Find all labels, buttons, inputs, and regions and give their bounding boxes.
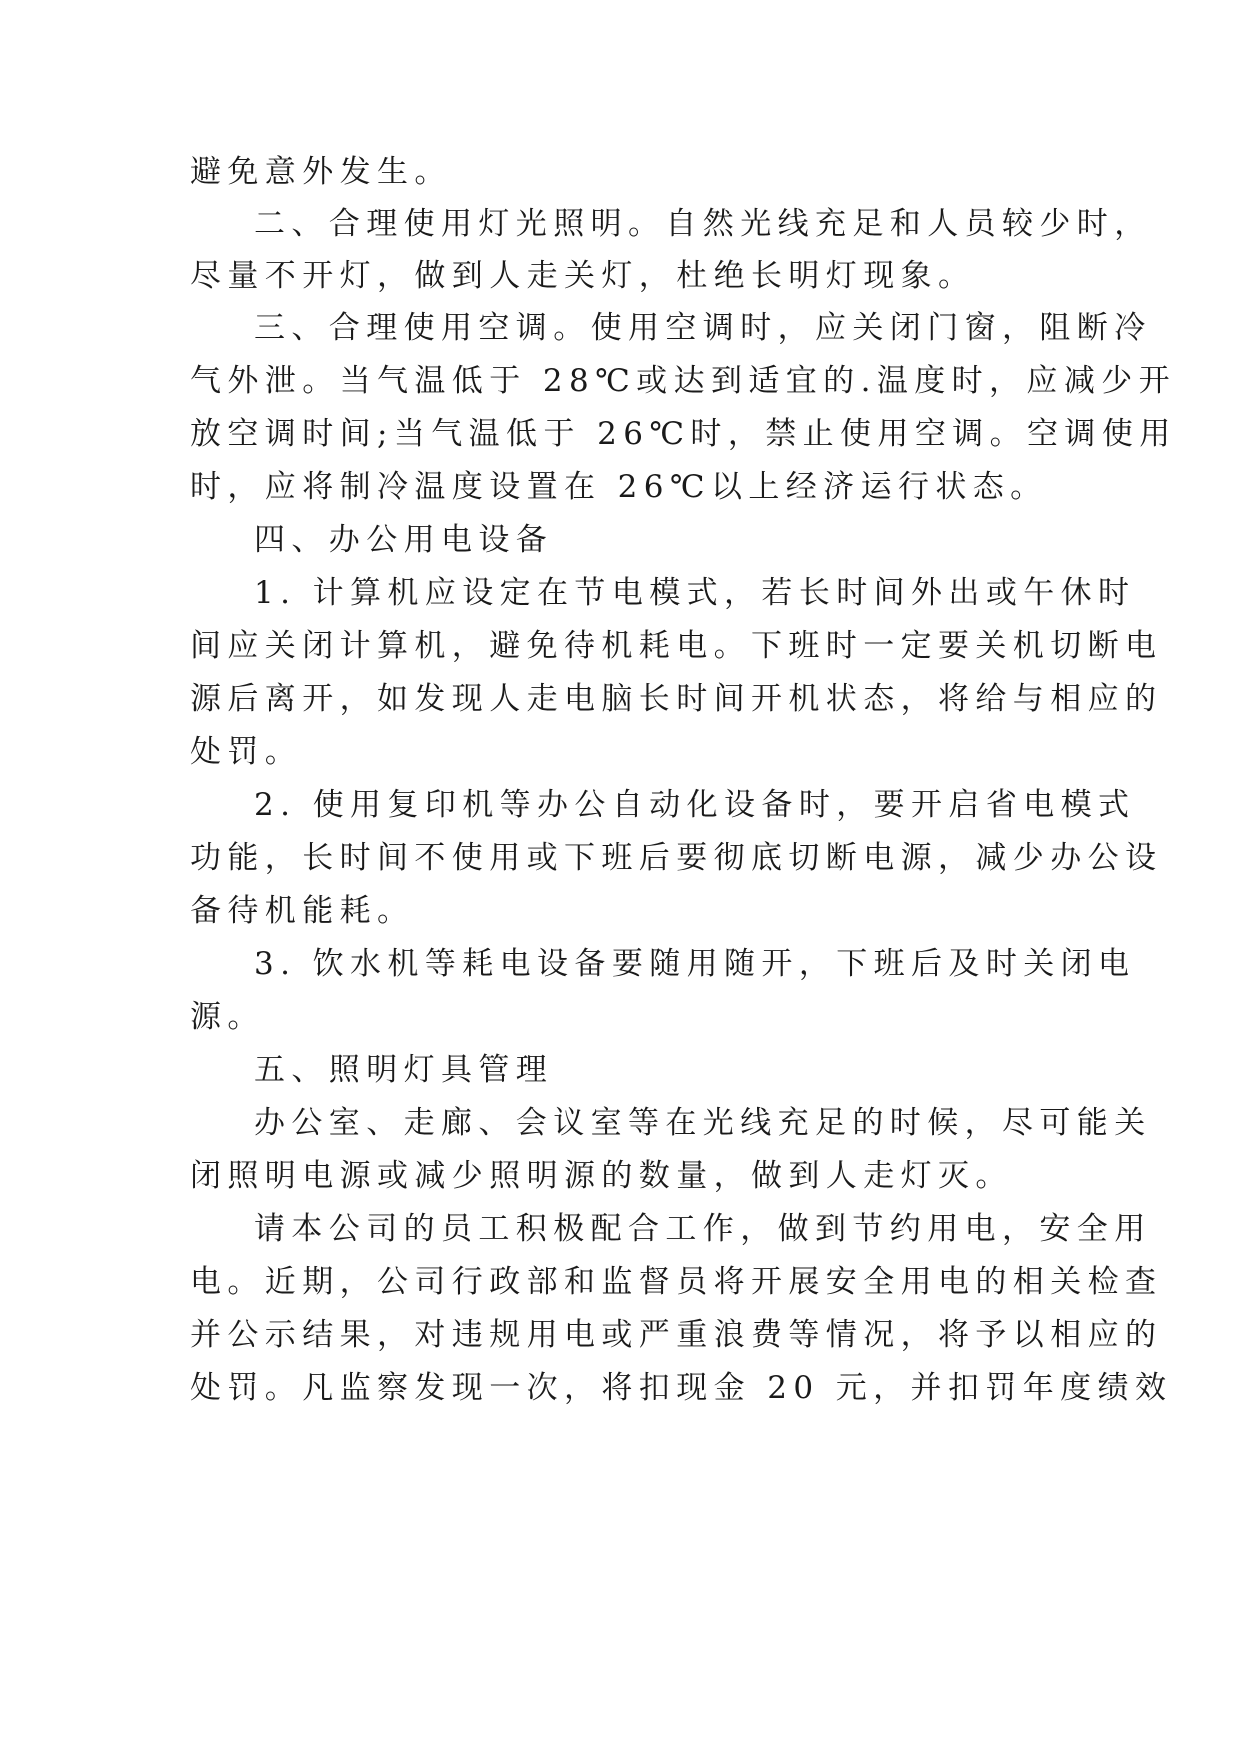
text-line: 放空调时间;当气温低于 26℃时，禁止使用空调。空调使用 xyxy=(190,416,1177,452)
text-line: 尽量不开灯，做到人走关灯，杜绝长明灯现象。 xyxy=(190,258,976,294)
text-line: 处罚。 xyxy=(190,734,303,770)
text-line: 2. 使用复印机等办公自动化设备时，要开启省电模式 xyxy=(254,787,1136,823)
text-line: 处罚。凡监察发现一次，将扣现金 20 元，并扣罚年度绩效 xyxy=(190,1370,1173,1406)
text-line: 四、办公用电设备 xyxy=(254,522,554,558)
text-line: 并公示结果，对违规用电或严重浪费等情况，将予以相应的 xyxy=(190,1317,1163,1353)
text-line: 1. 计算机应设定在节电模式，若长时间外出或午休时 xyxy=(254,575,1136,611)
text-line: 源后离开，如发现人走电脑长时间开机状态，将给与相应的 xyxy=(190,681,1163,717)
text-line: 时，应将制冷温度设置在 26℃以上经济运行状态。 xyxy=(190,469,1048,505)
text-line: 电。近期，公司行政部和监督员将开展安全用电的相关检查 xyxy=(190,1264,1163,1300)
text-line: 办公室、走廊、会议室等在光线充足的时候，尽可能关 xyxy=(254,1105,1152,1141)
text-line: 间应关闭计算机，避免待机耗电。下班时一定要关机切断电 xyxy=(190,628,1163,664)
text-line: 源。 xyxy=(190,999,265,1035)
text-line: 三、合理使用空调。使用空调时，应关闭门窗，阻断冷 xyxy=(254,310,1152,346)
text-line: 避免意外发生。 xyxy=(190,154,452,190)
text-line: 二、合理使用灯光照明。自然光线充足和人员较少时， xyxy=(254,206,1152,242)
text-line: 3. 饮水机等耗电设备要随用随开，下班后及时关闭电 xyxy=(254,946,1136,982)
text-line: 闭照明电源或减少照明源的数量，做到人走灯灭。 xyxy=(190,1158,1013,1194)
text-line: 五、照明灯具管理 xyxy=(254,1052,554,1088)
text-line: 气外泄。当气温低于 28℃或达到适宜的.温度时，应减少开 xyxy=(190,363,1177,399)
text-line: 功能，长时间不使用或下班后要彻底切断电源，减少办公设 xyxy=(190,840,1163,876)
text-line: 请本公司的员工积极配合工作，做到节约用电，安全用 xyxy=(254,1211,1152,1247)
text-line: 备待机能耗。 xyxy=(190,893,415,929)
